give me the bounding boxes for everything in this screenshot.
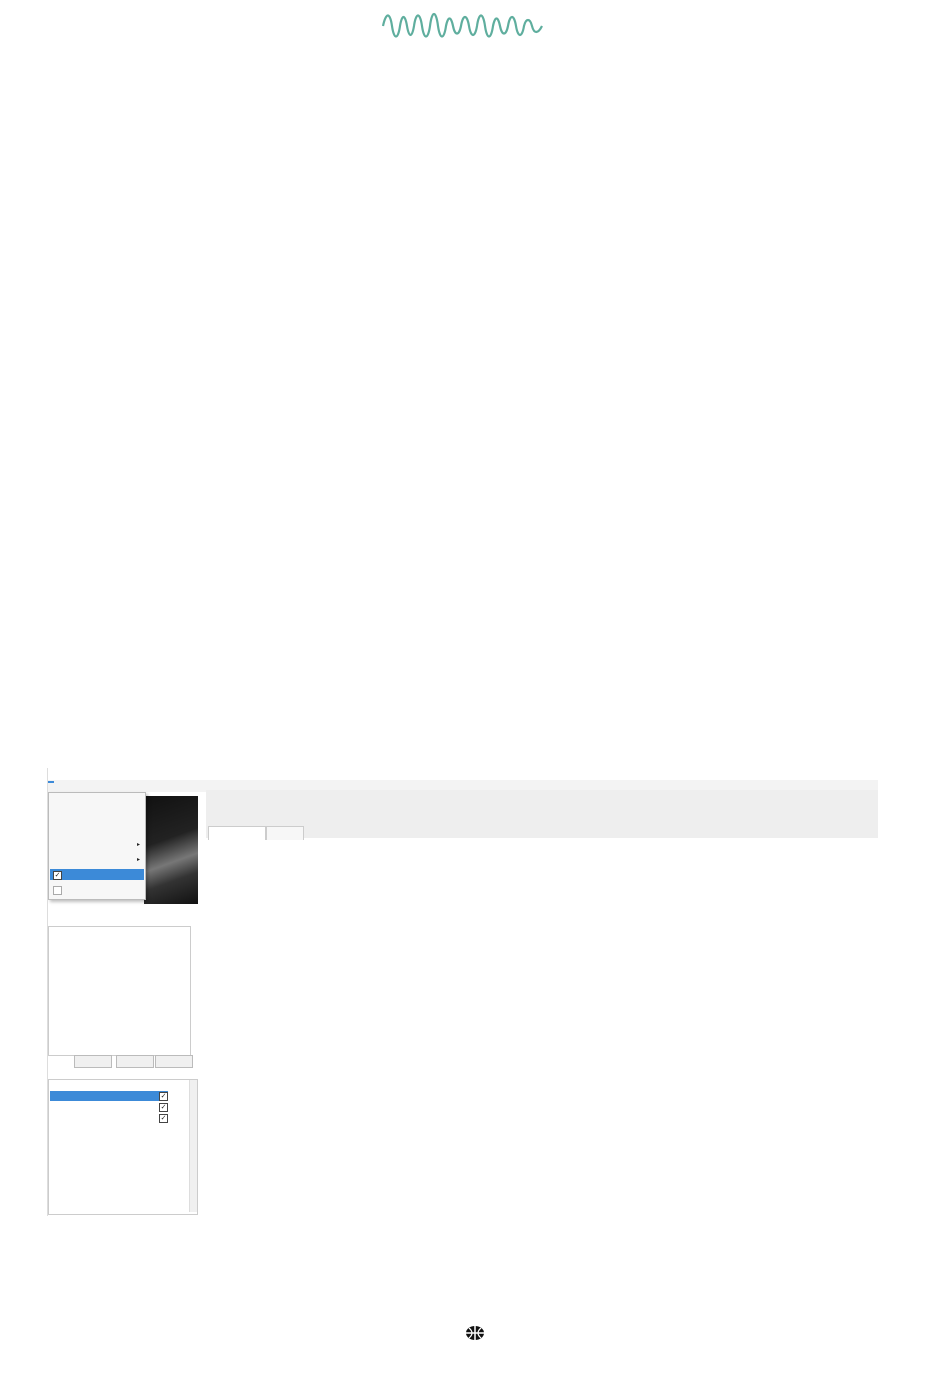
footer-logo [405, 1325, 545, 1343]
header-wave-logo [380, 8, 545, 44]
prepare-button[interactable] [74, 1055, 112, 1068]
report-dropdown [48, 792, 146, 900]
checkbox-checked[interactable]: ✓ [160, 1104, 167, 1111]
app-screenshot [47, 768, 878, 1216]
analysis-plots [206, 842, 878, 1216]
denoise-checkbox[interactable] [53, 886, 62, 895]
menu-settings[interactable] [78, 781, 84, 783]
stop-button[interactable] [155, 1055, 193, 1068]
top-charts [0, 105, 950, 590]
camera-view [144, 796, 198, 904]
chevron-right-icon: ▸ [137, 842, 141, 848]
test-tree [48, 926, 191, 1056]
start-button[interactable] [116, 1055, 154, 1068]
checkbox-checked[interactable]: ✓ [160, 1115, 167, 1122]
interacoustics-logo-icon [465, 1325, 485, 1341]
list-selection-highlight [50, 1091, 168, 1101]
tab-velocity-gain[interactable] [208, 826, 266, 840]
tab-results[interactable] [266, 826, 304, 840]
session-list [48, 1079, 198, 1215]
dropdown-selection-highlight [50, 869, 144, 880]
scrollbar[interactable] [189, 1080, 197, 1212]
menu-report[interactable] [48, 781, 54, 783]
patient-info-panel [206, 790, 878, 838]
menu-help[interactable] [114, 781, 120, 783]
chevron-right-icon: ▸ [137, 857, 141, 863]
mirrored-checkbox[interactable]: ✓ [54, 872, 61, 879]
checkbox-checked[interactable]: ✓ [160, 1093, 167, 1100]
